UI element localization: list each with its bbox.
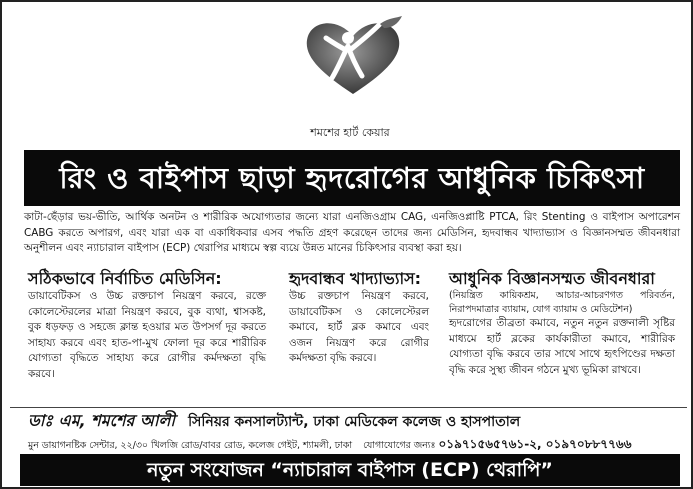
diet-heading: হৃদবান্ধব খাদ্যাভ্যাস: bbox=[289, 269, 422, 288]
lifestyle-column bbox=[449, 268, 675, 378]
logo-caption: শমশের হার্ট কেয়ার bbox=[310, 126, 390, 139]
address-line bbox=[28, 435, 678, 453]
phone-numbers: ০১৯৭১৫৬৫৭৬১-২, ০১৯৭০৮৮৭৭৬৬ bbox=[438, 437, 632, 451]
doctor-line bbox=[28, 408, 678, 434]
lifestyle-heading: আধুনিক বিজ্ঞানসম্মত জীবনধারা bbox=[449, 269, 655, 288]
doctor-title: সিনিয়র কনসালট্যান্ট, ঢাকা মেডিকেল কলেজ ও হাসপাতাল bbox=[188, 414, 521, 430]
diet-body: উচ্চ রক্তচাপ নিয়ন্ত্রণ করবে, ডায়াবেটিকস ও কোলেস্টেরল কমাবে, হার্ট ব্লক কমাবে এবং ওজন নিয়ন্ত্রণ করে রোগীর কর্মদক্ষতা বৃদ্ধি করবে। bbox=[289, 290, 429, 365]
address-text: মুন ডায়াগনষ্টিক সেন্টার, ২২/৩০ খিলজি রোড/বাবর রোড, কলেজ গেইট, শ্যামলী, ঢাকা bbox=[28, 440, 353, 451]
doctor-name: ডাঃ এম, শমশের আলী bbox=[28, 411, 176, 430]
medicine-column bbox=[28, 268, 266, 383]
diet-column bbox=[289, 268, 429, 367]
footer-banner: নতুন সংযোজন “ন্যাচারাল বাইপাস (ECP) থেরাপি” bbox=[20, 454, 680, 486]
headline: রিং ও বাইপাস ছাড়া হৃদরোগের আধুনিক চিকিৎসা bbox=[24, 150, 680, 206]
contact-label: যোগাযোগের জন্যঃ bbox=[363, 440, 436, 451]
lifestyle-note: (নিয়ন্ত্রিত কায়িকশ্রম, আচার-আচরণগত পরিবর্তন, নিরাপদমাত্রার ব্যায়াম, যোগ ব্যায়াম ও মেডিটেশন) bbox=[449, 290, 675, 315]
medicine-heading: সঠিকভাবে নির্বাচিত মেডিসিন: bbox=[28, 269, 222, 288]
lifestyle-body: হৃদরোগের তীব্রতা কমাবে, নতুন নতুন রক্তনালী সৃষ্টির মাধ্যমে হার্ট ব্লকের কার্যকারীতা কমাবে, শারীরিক যোগ্যতা বৃদ্ধি করবে তার সাথে সাথে হৃৎপিণ্ডের দক্ষতা বৃদ্ধি করে সুস্থ্য জীবন গঠনে মুখ্য ভূমিকা রাখবে। bbox=[449, 317, 675, 376]
intro-paragraph: কাটা-ছেঁড়ার ভয়-ভীতি, আর্থিক অনটন ও শারীরিক অযোগ্যতার জন্যে যারা এনজিওগ্রাম CAG, এনজিওপ্লাষ্টি PTCA, রিং Stenting ও বাইপাস অপারেশন CABG করতে অপারগ, এবং যারা এক বা একাধিকবার এসব পদ্ধতি গ্রহণ করেছেন তাদের জন্য মেডিসিন, হৃদবান্ধব খাদ্যাভ্যাস ও বিজ্ঞানসম্মত জীবনধারা অনুশীলন এবং ন্যাচারাল বাইপাস (ECP) থেরাপির মাধ্যমে স্বল্প ব্যয়ে উন্নত মানের চিকিৎসার ব্যবস্থা করা হয়। bbox=[24, 211, 680, 254]
heart-with-figure-icon bbox=[298, 16, 408, 96]
medicine-body: ডায়াবেটিকস ও উচ্চ রক্তচাপ নিয়ন্ত্রণ করবে, রক্তে কোলেস্টেরলের মাত্রা নিয়ন্ত্রণ করবে, বুক ব্যথা, শ্বাসকষ্ট, বুক ধড়ফড় ও সহজে ক্লান্ত হওয়ার মত উপসর্গ দূর করতে সাহায্য করবে এবং হাত-পা-মুখ ফোলা দূর করে শারীরিক যোগ্যতা বৃদ্ধিতে সাহায্য করে রোগীর কর্মদক্ষতা বৃদ্ধি করবে। bbox=[28, 290, 266, 380]
